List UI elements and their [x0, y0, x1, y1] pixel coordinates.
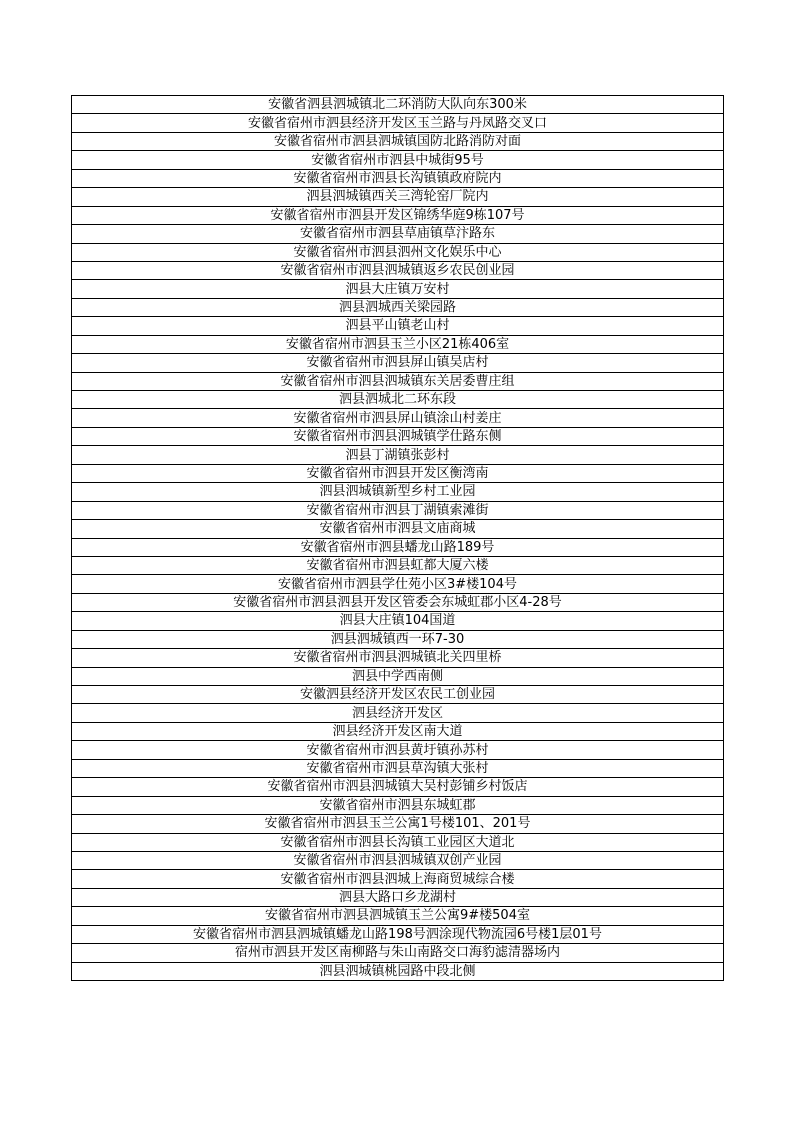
address-cell: 安徽省宿州市泗县泗城镇学仕路东侧 — [72, 427, 724, 445]
address-cell: 泗县经济开发区 — [72, 704, 724, 722]
address-cell: 泗县泗城西关梁园路 — [72, 298, 724, 316]
table-row — [72, 704, 724, 722]
table-row — [72, 649, 724, 667]
address-cell: 泗县泗城镇西一环7-30 — [72, 630, 724, 648]
table-row — [72, 667, 724, 685]
address-cell: 安徽省宿州市泗县泗城镇双创产业园 — [72, 851, 724, 869]
table-row — [72, 612, 724, 630]
address-cell: 宿州市泗县开发区南柳路与朱山南路交口海豹滤清器场内 — [72, 944, 724, 962]
table-row — [72, 225, 724, 243]
table-row — [72, 446, 724, 464]
address-cell: 安徽省宿州市泗县经济开发区玉兰路与丹凤路交叉口 — [72, 114, 724, 132]
table-row — [72, 944, 724, 962]
table-row — [72, 132, 724, 150]
table-row — [72, 317, 724, 335]
table-row — [72, 298, 724, 316]
address-cell: 安徽省宿州市泗县中城街95号 — [72, 151, 724, 169]
address-table — [71, 95, 724, 981]
address-cell: 安徽省宿州市泗县长沟镇镇政府院内 — [72, 169, 724, 187]
table-row — [72, 962, 724, 980]
address-cell: 安徽省宿州市泗县玉兰小区21栋406室 — [72, 335, 724, 353]
address-table-body — [72, 96, 724, 981]
table-row — [72, 151, 724, 169]
address-cell: 安徽省宿州市泗县泗城镇国防北路消防对面 — [72, 132, 724, 150]
table-row — [72, 520, 724, 538]
table-row — [72, 888, 724, 906]
address-cell: 安徽省宿州市泗县泗城上海商贸城综合楼 — [72, 870, 724, 888]
address-cell: 安徽省宿州市泗县蟠龙山路189号 — [72, 538, 724, 556]
address-cell: 泗县泗城镇新型乡村工业园 — [72, 483, 724, 501]
table-row — [72, 851, 724, 869]
address-cell: 安徽省宿州市泗县虹都大厦六楼 — [72, 556, 724, 574]
table-row — [72, 391, 724, 409]
table-row — [72, 741, 724, 759]
table-row — [72, 556, 724, 574]
table-row — [72, 354, 724, 372]
address-cell: 安徽省宿州市泗县泗州文化娱乐中心 — [72, 243, 724, 261]
address-cell: 安徽省宿州市泗县学仕苑小区3#楼104号 — [72, 575, 724, 593]
address-cell: 安徽省宿州市泗县泗城镇大吴村彭铺乡村饭店 — [72, 778, 724, 796]
table-row — [72, 686, 724, 704]
address-cell: 安徽省宿州市泗县长沟镇工业园区大道北 — [72, 833, 724, 851]
table-row — [72, 96, 724, 114]
address-cell: 安徽省宿州市泗县泗城镇蟠龙山路198号泗涂现代物流园6号楼1层01号 — [72, 925, 724, 943]
address-cell: 泗县大庄镇104国道 — [72, 612, 724, 630]
table-row — [72, 593, 724, 611]
address-cell: 安徽省宿州市泗县泗城镇北关四里桥 — [72, 649, 724, 667]
table-row — [72, 925, 724, 943]
address-cell: 泗县丁湖镇张彭村 — [72, 446, 724, 464]
address-cell: 安徽省宿州市泗县黄圩镇孙苏村 — [72, 741, 724, 759]
table-row — [72, 280, 724, 298]
table-row — [72, 169, 724, 187]
address-cell: 安徽省宿州市泗县东城虹郡 — [72, 796, 724, 814]
table-row — [72, 815, 724, 833]
address-cell: 安徽省宿州市泗县屏山镇涂山村姜庄 — [72, 409, 724, 427]
address-cell: 安徽省宿州市泗县文庙商城 — [72, 520, 724, 538]
address-cell: 安徽省宿州市泗县泗城镇返乡农民创业园 — [72, 261, 724, 279]
table-row — [72, 261, 724, 279]
address-cell: 安徽省宿州市泗县泗城镇玉兰公寓9#楼504室 — [72, 907, 724, 925]
table-row — [72, 722, 724, 740]
table-row — [72, 372, 724, 390]
table-row — [72, 538, 724, 556]
table-row — [72, 335, 724, 353]
table-row — [72, 575, 724, 593]
address-cell: 安徽省宿州市泗县丁湖镇索滩街 — [72, 501, 724, 519]
table-row — [72, 778, 724, 796]
address-cell: 泗县经济开发区南大道 — [72, 722, 724, 740]
table-row — [72, 206, 724, 224]
table-row — [72, 630, 724, 648]
address-cell: 安徽省宿州市泗县玉兰公寓1号楼101、201号 — [72, 815, 724, 833]
address-cell: 安徽省宿州市泗县开发区衡湾南 — [72, 464, 724, 482]
table-row — [72, 796, 724, 814]
address-cell: 安徽省宿州市泗县泗城镇东关居委曹庄组 — [72, 372, 724, 390]
address-cell: 安徽省宿州市泗县开发区锦绣华庭9栋107号 — [72, 206, 724, 224]
address-cell: 泗县泗城北二环东段 — [72, 391, 724, 409]
address-cell: 安徽省宿州市泗县泗县开发区管委会东城虹郡小区4-28号 — [72, 593, 724, 611]
address-cell: 泗县平山镇老山村 — [72, 317, 724, 335]
address-cell: 安徽省宿州市泗县草沟镇大张村 — [72, 759, 724, 777]
table-row — [72, 833, 724, 851]
address-cell: 安徽省宿州市泗县草庙镇草汴路东 — [72, 225, 724, 243]
table-row — [72, 427, 724, 445]
table-row — [72, 759, 724, 777]
table-row — [72, 907, 724, 925]
address-cell: 泗县泗城镇西关三湾轮窑厂院内 — [72, 188, 724, 206]
address-cell: 安徽省泗县泗城镇北二环消防大队向东300米 — [72, 96, 724, 114]
address-cell: 泗县大庄镇万安村 — [72, 280, 724, 298]
address-cell: 泗县大路口乡龙湖村 — [72, 888, 724, 906]
table-row — [72, 870, 724, 888]
table-row — [72, 464, 724, 482]
address-cell: 安徽省宿州市泗县屏山镇吴店村 — [72, 354, 724, 372]
table-row — [72, 409, 724, 427]
table-row — [72, 501, 724, 519]
address-cell: 泗县中学西南侧 — [72, 667, 724, 685]
table-row — [72, 114, 724, 132]
table-row — [72, 243, 724, 261]
address-cell: 泗县泗城镇桃园路中段北侧 — [72, 962, 724, 980]
table-row — [72, 483, 724, 501]
address-cell: 安徽泗县经济开发区农民工创业园 — [72, 686, 724, 704]
table-row — [72, 188, 724, 206]
